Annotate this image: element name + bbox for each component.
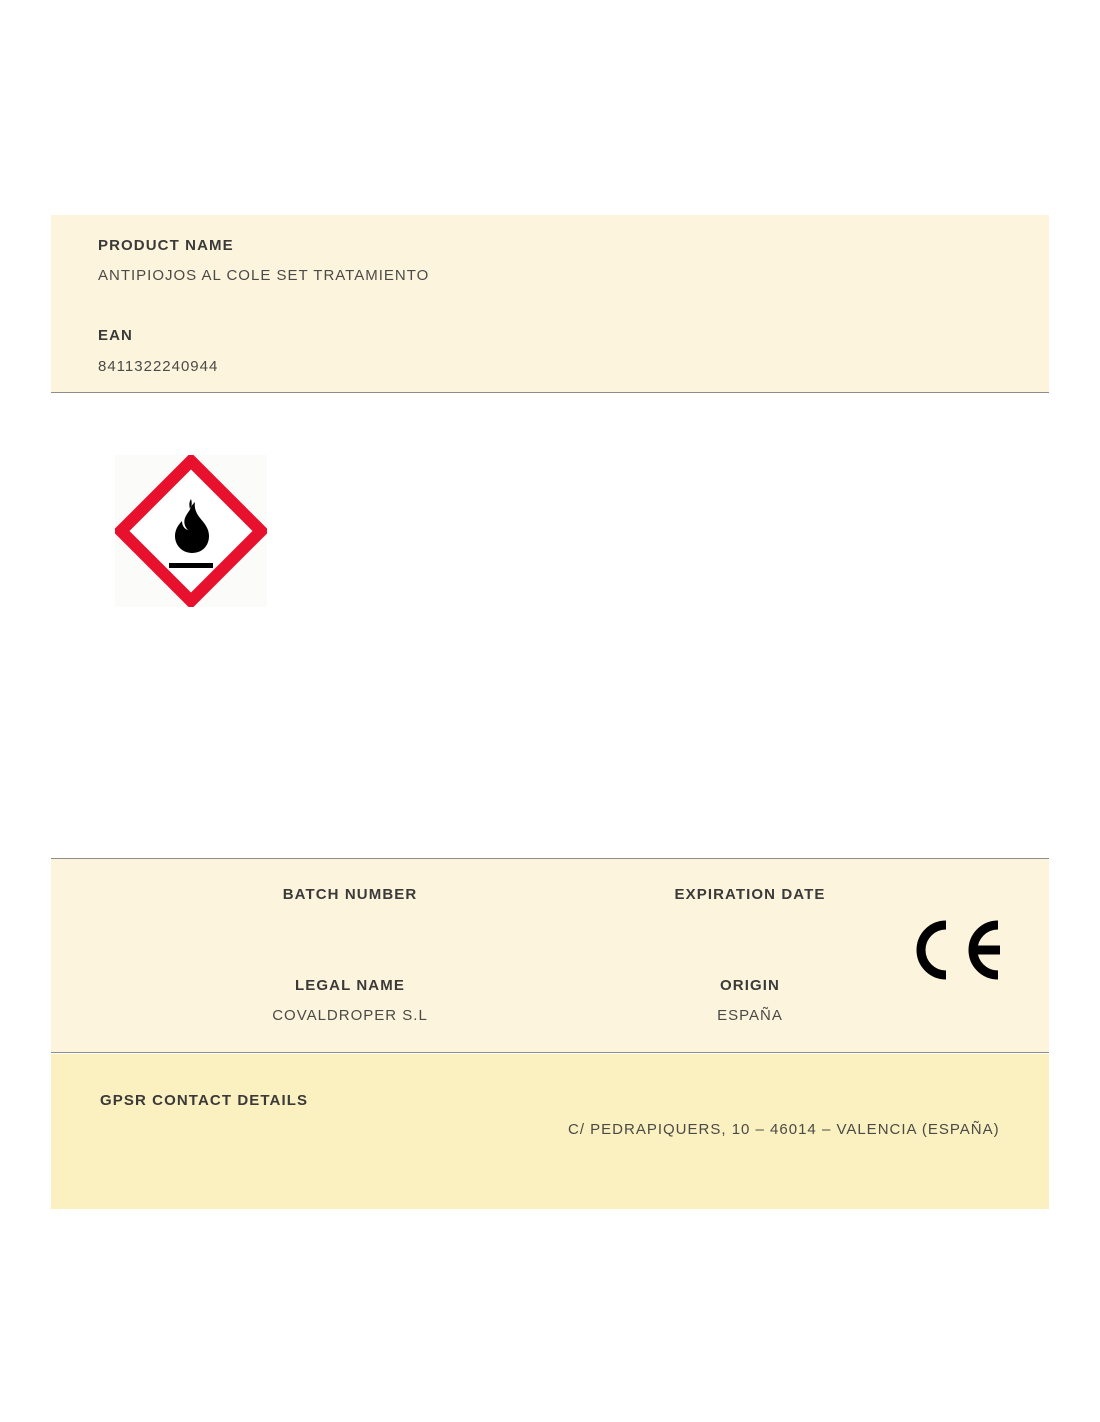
gpsr-contact-band [51, 1054, 1049, 1209]
legal-name-label: LEGAL NAME [295, 977, 405, 994]
product-details-band [51, 858, 1049, 1053]
product-info-block [51, 215, 1049, 393]
ghs-flammable-icon [115, 455, 267, 607]
origin-value: ESPAÑA [717, 1007, 783, 1024]
batch-number-label: BATCH NUMBER [282, 886, 418, 903]
hazard-pictogram-area [115, 455, 267, 607]
legal-name-value: COVALDROPER S.L [272, 1007, 428, 1024]
ce-marking-icon [906, 919, 1006, 981]
gpsr-contact-label: GPSR CONTACT DETAILS [100, 1092, 309, 1109]
ean-label: EAN [98, 327, 133, 344]
gpsr-contact-address: C/ PEDRAPIQUERS, 10 – 46014 – VALENCIA (ESPAÑA) [568, 1121, 1000, 1138]
product-name-label: PRODUCT NAME [98, 237, 234, 254]
product-name-value: ANTIPIOJOS AL COLE SET TRATAMIENTO [98, 267, 430, 284]
origin-label: ORIGIN [720, 977, 780, 994]
expiration-date-label: EXPIRATION DATE [674, 886, 826, 903]
ean-value: 8411322240944 [98, 358, 219, 375]
